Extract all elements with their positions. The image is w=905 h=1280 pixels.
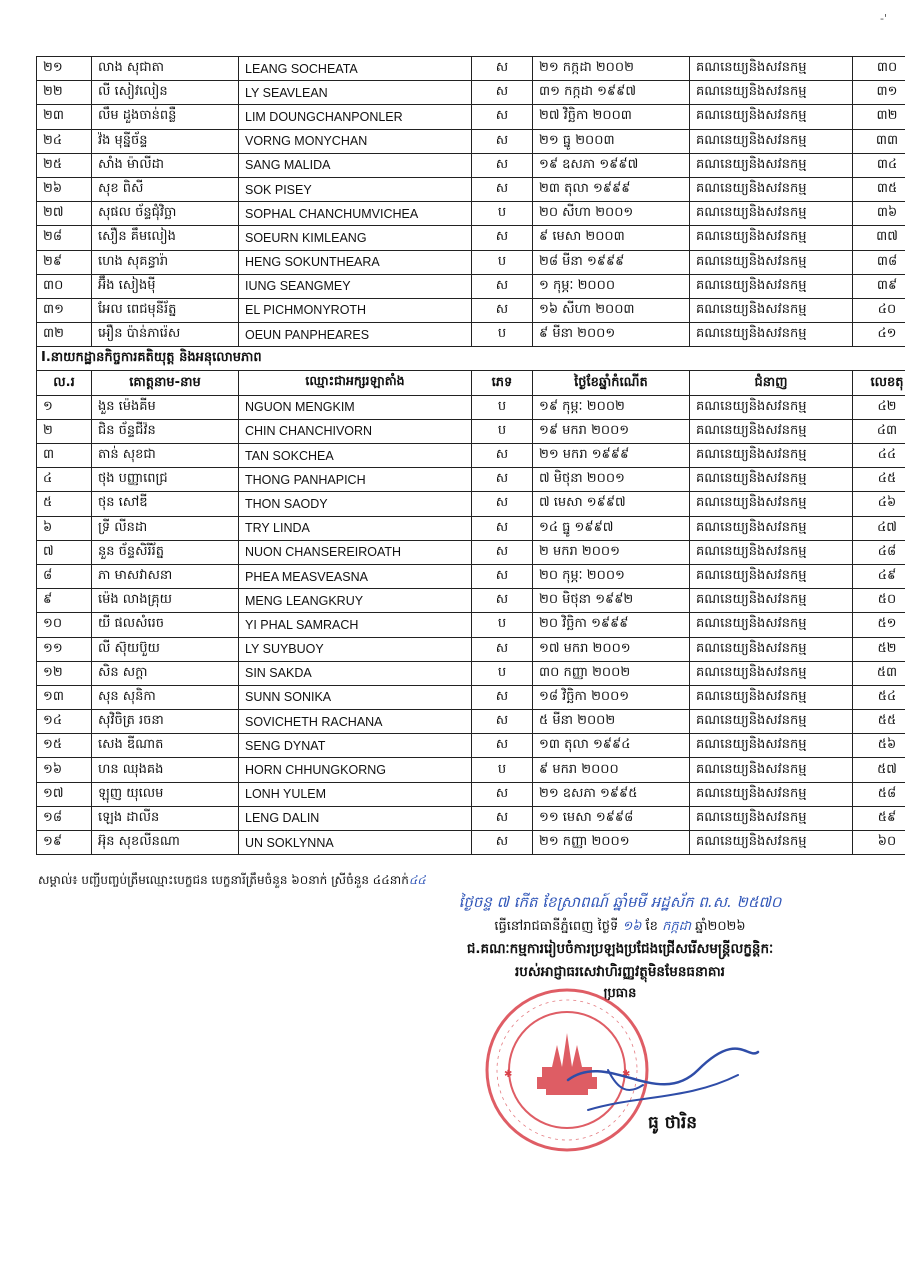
cell-dob: ២១ មករា ១៩៩៩ xyxy=(533,444,690,468)
cell-rank: ៥៥ xyxy=(853,710,905,734)
cell-no: ២១ xyxy=(37,57,92,81)
table-row xyxy=(37,589,905,613)
cell-kh: ថុន សៅឌី xyxy=(92,492,239,516)
cell-lat: UN SOKLYNNA xyxy=(239,831,472,855)
cell-lat: LIM DOUNGCHANPONLER xyxy=(239,105,472,129)
cell-rank: លេខតុ xyxy=(853,371,905,395)
cell-unit: គណនេយ្យនិងសវនកម្ម xyxy=(690,57,853,81)
table-row xyxy=(37,323,905,347)
page-mark: -' xyxy=(880,12,887,25)
cell-no: ២ xyxy=(37,419,92,443)
cell-rank: ៤៨ xyxy=(853,540,905,564)
cell-lat: YI PHAL SAMRACH xyxy=(239,613,472,637)
cell-kh: អែល ពេជមុនីរ័ត្ន xyxy=(92,298,239,322)
cell-kh: អ៊ឹង សៀងម៉ី xyxy=(92,274,239,298)
cell-sex: ស xyxy=(472,564,533,588)
cell-sex: ភេទ xyxy=(472,371,533,395)
cell-lat: MENG LEANGKRUY xyxy=(239,589,472,613)
cell-kh: សាំង ម៉ាលីដា xyxy=(92,153,239,177)
cell-lat: SOEURN KIMLEANG xyxy=(239,226,472,250)
cell-rank: ៥២ xyxy=(853,637,905,661)
cell-dob: ២៨ មីនា ១៩៩៩ xyxy=(533,250,690,274)
cell-kh: ទ្រី លីនដា xyxy=(92,516,239,540)
cell-no: ៧ xyxy=(37,540,92,564)
cell-kh: ភា មាសវាសនា xyxy=(92,564,239,588)
cell-rank: ៤២ xyxy=(853,395,905,419)
cell-rank: ៥៨ xyxy=(853,782,905,806)
cell-sex: ប xyxy=(472,419,533,443)
cell-sex: ស xyxy=(472,782,533,806)
cell-no: ១៣ xyxy=(37,685,92,709)
cell-sex: ប xyxy=(472,250,533,274)
cell-rank: ៥៤ xyxy=(853,685,905,709)
cell-sex: ស xyxy=(472,806,533,830)
table-row xyxy=(37,492,905,516)
table-row xyxy=(37,564,905,588)
cell-sex: ស xyxy=(472,468,533,492)
place-date xyxy=(360,918,880,937)
cell-sex: ស xyxy=(472,81,533,105)
cell-no: ១៥ xyxy=(37,734,92,758)
table-row xyxy=(37,226,905,250)
cell-lat: SOPHAL CHANCHUMVICHEA xyxy=(239,202,472,226)
cell-dob: ២០ សីហា ២០០១ xyxy=(533,202,690,226)
cell-lat: PHEA MEASVEASNA xyxy=(239,564,472,588)
cell-rank: ៥០ xyxy=(853,589,905,613)
table-row xyxy=(37,734,905,758)
cell-no: ១៧ xyxy=(37,782,92,806)
footnote-handwritten-count: ៤៤ xyxy=(408,873,426,887)
cell-lat: TAN SOKCHEA xyxy=(239,444,472,468)
cell-sex: ស xyxy=(472,540,533,564)
cell-unit: គណនេយ្យនិងសវនកម្ម xyxy=(690,444,853,468)
cell-sex: ប xyxy=(472,395,533,419)
cell-rank: ៥៩ xyxy=(853,806,905,830)
cell-dob: ២១ ធ្នូ ២០០៣ xyxy=(533,129,690,153)
cell-rank: ៤៩ xyxy=(853,564,905,588)
table-row xyxy=(37,685,905,709)
cell-lat: SOVICHETH RACHANA xyxy=(239,710,472,734)
cell-unit: គណនេយ្យនិងសវនកម្ម xyxy=(690,492,853,516)
cell-unit: គណនេយ្យនិងសវនកម្ម xyxy=(690,710,853,734)
cell-sex: ស xyxy=(472,685,533,709)
table-row xyxy=(37,516,905,540)
cell-dob: ថ្ងៃខែឆ្នាំកំណើត xyxy=(533,371,690,395)
cell-sex: ស xyxy=(472,105,533,129)
cell-unit: គណនេយ្យនិងសវនកម្ម xyxy=(690,419,853,443)
cell-kh: តាន់ សុខជា xyxy=(92,444,239,468)
svg-text:✱: ✱ xyxy=(622,1069,631,1080)
cell-sex: ស xyxy=(472,589,533,613)
cell-kh: ហេង សុគន្ធារ៉ា xyxy=(92,250,239,274)
cell-dob: ២០ មិថុនា ១៩៩២ xyxy=(533,589,690,613)
place-year: ឆ្នាំ២០២៦ xyxy=(695,919,746,934)
cell-kh: លឹម ដួងចាន់ពន្លឺ xyxy=(92,105,239,129)
cell-rank: ៥៧ xyxy=(853,758,905,782)
cell-sex: ប xyxy=(472,613,533,637)
cell-lat: SUNN SONIKA xyxy=(239,685,472,709)
cell-dob: ៧ មេសា ១៩៩៧ xyxy=(533,492,690,516)
section-title: I.នាយកដ្ឋានកិច្ចការគតិយុត្ត និងអនុលោមភាព xyxy=(37,347,905,371)
cell-rank: ៦០ xyxy=(853,831,905,855)
cell-lat: THONG PANHAPICH xyxy=(239,468,472,492)
cell-lat: EL PICHMONYROTH xyxy=(239,298,472,322)
cell-kh: លី សៀវលៀន xyxy=(92,81,239,105)
cell-kh: ម៉េង លាងគ្រុយ xyxy=(92,589,239,613)
cell-lat: THON SAODY xyxy=(239,492,472,516)
cell-kh: សុខ ពិសី xyxy=(92,177,239,201)
cell-lat: NUON CHANSEREIROATH xyxy=(239,540,472,564)
cell-unit: គណនេយ្យនិងសវនកម្ម xyxy=(690,202,853,226)
cell-dob: ២១ ឧសភា ១៩៩៥ xyxy=(533,782,690,806)
cell-unit: គណនេយ្យនិងសវនកម្ម xyxy=(690,177,853,201)
table-row xyxy=(37,105,905,129)
cell-no: ១៨ xyxy=(37,806,92,830)
cell-rank: ៤០ xyxy=(853,298,905,322)
table-row xyxy=(37,177,905,201)
table-row xyxy=(37,831,905,855)
table-row xyxy=(37,540,905,564)
cell-no: ៣១ xyxy=(37,298,92,322)
lunar-date: ថ្ងៃចន្ទ ៧ កើត ខែស្រាពណ៍ ឆ្នាំមមី អដ្ឋស័ក ព.ស. ២៥៧០ xyxy=(458,893,782,911)
cell-kh: លាង សុជាតា xyxy=(92,57,239,81)
cell-lat: SENG DYNAT xyxy=(239,734,472,758)
cell-unit: គណនេយ្យនិងសវនកម្ម xyxy=(690,274,853,298)
committee-line-2: របស់អាជ្ញាធរសេវាហិរញ្ញវត្ថុមិនមែនធនាគារ xyxy=(515,964,725,980)
cell-sex: ស xyxy=(472,274,533,298)
cell-rank: ៣៩ xyxy=(853,274,905,298)
table-row xyxy=(37,202,905,226)
cell-no: ២៩ xyxy=(37,250,92,274)
cell-dob: ២៧ វិច្ឆិកា ២០០៣ xyxy=(533,105,690,129)
cell-lat: NGUON MENGKIM xyxy=(239,395,472,419)
cell-no: ១២ xyxy=(37,661,92,685)
cell-kh: ជិន ច័ន្ទជីវ៉ន xyxy=(92,419,239,443)
cell-dob: ១៦ សីហា ២០០៣ xyxy=(533,298,690,322)
cell-sex: ស xyxy=(472,153,533,177)
footnote xyxy=(38,872,426,890)
table-row xyxy=(37,806,905,830)
table-row xyxy=(37,468,905,492)
cell-sex: ស xyxy=(472,129,533,153)
cell-rank: ៤១ xyxy=(853,323,905,347)
cell-kh: ថុង បញ្ញាពេជ្រ xyxy=(92,468,239,492)
place-day: ១៦ xyxy=(622,919,642,934)
table-row xyxy=(37,274,905,298)
cell-sex: ស xyxy=(472,492,533,516)
committee-line-1: ជ.គណៈកម្មការរៀបចំការប្រឡងប្រជែងជ្រើសរើសមន្ត្រីលក្ខន្តិកៈ xyxy=(466,941,774,957)
cell-kh: សុន សុនិកា xyxy=(92,685,239,709)
cell-no: ១៤ xyxy=(37,710,92,734)
cell-rank: ៤៣ xyxy=(853,419,905,443)
cell-unit: គណនេយ្យនិងសវនកម្ម xyxy=(690,564,853,588)
cell-sex: ស xyxy=(472,516,533,540)
cell-no: ៩ xyxy=(37,589,92,613)
cell-lat: SANG MALIDA xyxy=(239,153,472,177)
cell-lat: TRY LINDA xyxy=(239,516,472,540)
cell-lat: HORN CHHUNGKORNG xyxy=(239,758,472,782)
cell-rank: ៣៧ xyxy=(853,226,905,250)
cell-lat: SIN SAKDA xyxy=(239,661,472,685)
cell-dob: ១ កុម្ភៈ ២០០០ xyxy=(533,274,690,298)
cell-dob: ៣០ កញ្ញា ២០០២ xyxy=(533,661,690,685)
cell-unit: គណនេយ្យនិងសវនកម្ម xyxy=(690,323,853,347)
cell-unit: គណនេយ្យនិងសវនកម្ម xyxy=(690,637,853,661)
cell-dob: ២០ វិច្ឆិកា ១៩៩៩ xyxy=(533,613,690,637)
cell-dob: ១៤ ធ្នូ ១៩៩៧ xyxy=(533,516,690,540)
cell-unit: គណនេយ្យនិងសវនកម្ម xyxy=(690,516,853,540)
cell-rank: ៣១ xyxy=(853,81,905,105)
cell-dob: ២៣ តុលា ១៩៩៩ xyxy=(533,177,690,201)
cell-dob: ១៧ មករា ២០០១ xyxy=(533,637,690,661)
cell-no: ១១ xyxy=(37,637,92,661)
footnote-text: សម្គាល់៖ បញ្ជីបញ្ចប់ត្រឹមឈ្មោះបេក្ខជន បេក្ខនារីត្រឹមចំនួន ៦០នាក់ ស្រីចំនួន ៤៤នាក់ xyxy=(38,873,409,887)
table-row xyxy=(37,81,905,105)
cell-unit: គណនេយ្យនិងសវនកម្ម xyxy=(690,298,853,322)
cell-dob: ១៣ តុលា ១៩៩៤ xyxy=(533,734,690,758)
cell-dob: ៩ មីនា ២០០១ xyxy=(533,323,690,347)
cell-unit: គណនេយ្យនិងសវនកម្ម xyxy=(690,153,853,177)
cell-rank: ៣៨ xyxy=(853,250,905,274)
cell-kh: សុផល ច័ន្ទជុំវិច្ឆា xyxy=(92,202,239,226)
cell-rank: ៤៤ xyxy=(853,444,905,468)
cell-dob: ៧ មិថុនា ២០០១ xyxy=(533,468,690,492)
table-row xyxy=(37,661,905,685)
cell-no: ល.រ xyxy=(37,371,92,395)
table-row xyxy=(37,710,905,734)
cell-rank: ៤៦ xyxy=(853,492,905,516)
cell-kh: ឡុញ យុលេម xyxy=(92,782,239,806)
table-row xyxy=(37,395,905,419)
cell-lat: LONH YULEM xyxy=(239,782,472,806)
cell-sex: ស xyxy=(472,177,533,201)
cell-unit: គណនេយ្យនិងសវនកម្ម xyxy=(690,685,853,709)
cell-no: ២៧ xyxy=(37,202,92,226)
cell-kh: យី ផលសំរេច xyxy=(92,613,239,637)
table-row xyxy=(37,129,905,153)
cell-rank: ៥៦ xyxy=(853,734,905,758)
cell-kh: លី ស៊ុយប៊ួយ xyxy=(92,637,239,661)
cell-lat: HENG SOKUNTHEARA xyxy=(239,250,472,274)
cell-unit: គណនេយ្យនិងសវនកម្ម xyxy=(690,226,853,250)
cell-dob: ១៩ កុម្ភៈ ២០០២ xyxy=(533,395,690,419)
table-row xyxy=(37,444,905,468)
place-date-prefix: ធ្វើនៅរាជធានីភ្នំពេញ ថ្ងៃទី xyxy=(494,919,619,934)
cell-sex: ស xyxy=(472,226,533,250)
cell-sex: ប xyxy=(472,323,533,347)
cell-sex: ប xyxy=(472,661,533,685)
cell-sex: ស xyxy=(472,734,533,758)
cell-no: ៦ xyxy=(37,516,92,540)
cell-no: ២៦ xyxy=(37,177,92,201)
cell-kh: ងួន ម៉េងគីម xyxy=(92,395,239,419)
cell-lat: SOK PISEY xyxy=(239,177,472,201)
cell-sex: ស xyxy=(472,57,533,81)
cell-no: ៣ xyxy=(37,444,92,468)
cell-lat: LEANG SOCHEATA xyxy=(239,57,472,81)
cell-dob: ១៩ ឧសភា ១៩៩៧ xyxy=(533,153,690,177)
cell-unit: គណនេយ្យនិងសវនកម្ម xyxy=(690,250,853,274)
cell-unit: គណនេយ្យនិងសវនកម្ម xyxy=(690,81,853,105)
cell-sex: ស xyxy=(472,831,533,855)
cell-dob: ៣១ កក្កដា ១៩៩៧ xyxy=(533,81,690,105)
table-row xyxy=(37,298,905,322)
cell-unit: គណនេយ្យនិងសវនកម្ម xyxy=(690,468,853,492)
cell-sex: ស xyxy=(472,637,533,661)
cell-dob: ២ មករា ២០០១ xyxy=(533,540,690,564)
cell-sex: ស xyxy=(472,710,533,734)
cell-unit: គណនេយ្យនិងសវនកម្ម xyxy=(690,806,853,830)
cell-rank: ៥៣ xyxy=(853,661,905,685)
cell-no: ២៣ xyxy=(37,105,92,129)
cell-unit: គណនេយ្យនិងសវនកម្ម xyxy=(690,105,853,129)
cell-kh: គោត្តនាម-នាម xyxy=(92,371,239,395)
cell-no: ១ xyxy=(37,395,92,419)
cell-dob: ២០ កុម្ភៈ ២០០១ xyxy=(533,564,690,588)
cell-unit: ជំនាញ xyxy=(690,371,853,395)
cell-rank: ៣៦ xyxy=(853,202,905,226)
cell-no: ២៨ xyxy=(37,226,92,250)
cell-rank: ៤៧ xyxy=(853,516,905,540)
cell-rank: ៣៣ xyxy=(853,129,905,153)
cell-kh: វ៉ង មុន្នីច័ន្ទ xyxy=(92,129,239,153)
cell-dob: ២១ កញ្ញា ២០០១ xyxy=(533,831,690,855)
cell-rank: ៣៤ xyxy=(853,153,905,177)
cell-rank: ៣២ xyxy=(853,105,905,129)
cell-dob: ១១ មេសា ១៩៩៨ xyxy=(533,806,690,830)
cell-rank: ៣០ xyxy=(853,57,905,81)
cell-unit: គណនេយ្យនិងសវនកម្ម xyxy=(690,661,853,685)
table-row xyxy=(37,57,905,81)
place-month: កក្កដា xyxy=(662,919,691,934)
cell-no: ១៩ xyxy=(37,831,92,855)
cell-unit: គណនេយ្យនិងសវនកម្ម xyxy=(690,129,853,153)
table-row xyxy=(37,153,905,177)
signer-name: ធូ ថារិន xyxy=(648,1113,698,1133)
cell-no: ២២ xyxy=(37,81,92,105)
cell-unit: គណនេយ្យនិងសវនកម្ម xyxy=(690,734,853,758)
cell-dob: ៩ មេសា ២០០៣ xyxy=(533,226,690,250)
cell-kh: សិន សក្ដា xyxy=(92,661,239,685)
cell-unit: គណនេយ្យនិងសវនកម្ម xyxy=(690,758,853,782)
cell-dob: ២១ កក្កដា ២០០២ xyxy=(533,57,690,81)
cell-no: ១០ xyxy=(37,613,92,637)
cell-no: ៣២ xyxy=(37,323,92,347)
cell-unit: គណនេយ្យនិងសវនកម្ម xyxy=(690,831,853,855)
cell-no: ២៤ xyxy=(37,129,92,153)
cell-dob: ៥ មីនា ២០០២ xyxy=(533,710,690,734)
cell-kh: ឡេង ដាលីន xyxy=(92,806,239,830)
cell-lat: LY SUYBUOY xyxy=(239,637,472,661)
cell-kh: អឿន ប៉ាន់ភារ៉េស xyxy=(92,323,239,347)
table-row xyxy=(37,419,905,443)
cell-lat: OEUN PANPHEARES xyxy=(239,323,472,347)
cell-no: ៥ xyxy=(37,492,92,516)
cell-kh: សុវិចិត្រ រចនា xyxy=(92,710,239,734)
cell-sex: ស xyxy=(472,444,533,468)
cell-sex: ប xyxy=(472,758,533,782)
cell-sex: ប xyxy=(472,202,533,226)
cell-unit: គណនេយ្យនិងសវនកម្ម xyxy=(690,540,853,564)
cell-no: ៤ xyxy=(37,468,92,492)
cell-unit: គណនេយ្យនិងសវនកម្ម xyxy=(690,395,853,419)
cell-lat: CHIN CHANCHIVORN xyxy=(239,419,472,443)
cell-unit: គណនេយ្យនិងសវនកម្ម xyxy=(690,589,853,613)
cell-lat: LY SEAVLEAN xyxy=(239,81,472,105)
cell-unit: គណនេយ្យនិងសវនកម្ម xyxy=(690,782,853,806)
table-row xyxy=(37,637,905,661)
table-row xyxy=(37,758,905,782)
cell-lat: IUNG SEANGMEY xyxy=(239,274,472,298)
table-row xyxy=(37,613,905,637)
cell-no: ១៦ xyxy=(37,758,92,782)
place-month-label: ខែ xyxy=(645,919,658,934)
cell-rank: ៣៥ xyxy=(853,177,905,201)
cell-lat: VORNG MONYCHAN xyxy=(239,129,472,153)
cell-lat: ឈ្មោះជាអក្សរឡាតាំង xyxy=(239,371,472,395)
cell-kh: ហន ឈុងគង xyxy=(92,758,239,782)
section-row xyxy=(37,347,905,371)
table-header-row xyxy=(37,371,905,395)
table-row xyxy=(37,782,905,806)
cell-dob: ១៨ វិច្ឆិកា ២០០១ xyxy=(533,685,690,709)
cell-kh: អ៊ុន សុខលីនណា xyxy=(92,831,239,855)
cell-no: ៨ xyxy=(37,564,92,588)
cell-no: ២៥ xyxy=(37,153,92,177)
cell-rank: ៤៥ xyxy=(853,468,905,492)
cell-kh: សឿន គឹមលៀង xyxy=(92,226,239,250)
cell-lat: LENG DALIN xyxy=(239,806,472,830)
cell-dob: ១៩ មករា ២០០១ xyxy=(533,419,690,443)
candidate-table xyxy=(36,56,905,855)
cell-kh: សេង ឌីណាត xyxy=(92,734,239,758)
cell-rank: ៥១ xyxy=(853,613,905,637)
cell-sex: ស xyxy=(472,298,533,322)
cell-kh: នួន ច័ន្ទសិរីរ័ត្ន xyxy=(92,540,239,564)
cell-no: ៣០ xyxy=(37,274,92,298)
cell-unit: គណនេយ្យនិងសវនកម្ម xyxy=(690,613,853,637)
cell-dob: ៩ មករា ២០០០ xyxy=(533,758,690,782)
table-row xyxy=(37,250,905,274)
signer-role: ប្រធាន xyxy=(603,986,637,1001)
svg-text:✱: ✱ xyxy=(504,1069,513,1080)
